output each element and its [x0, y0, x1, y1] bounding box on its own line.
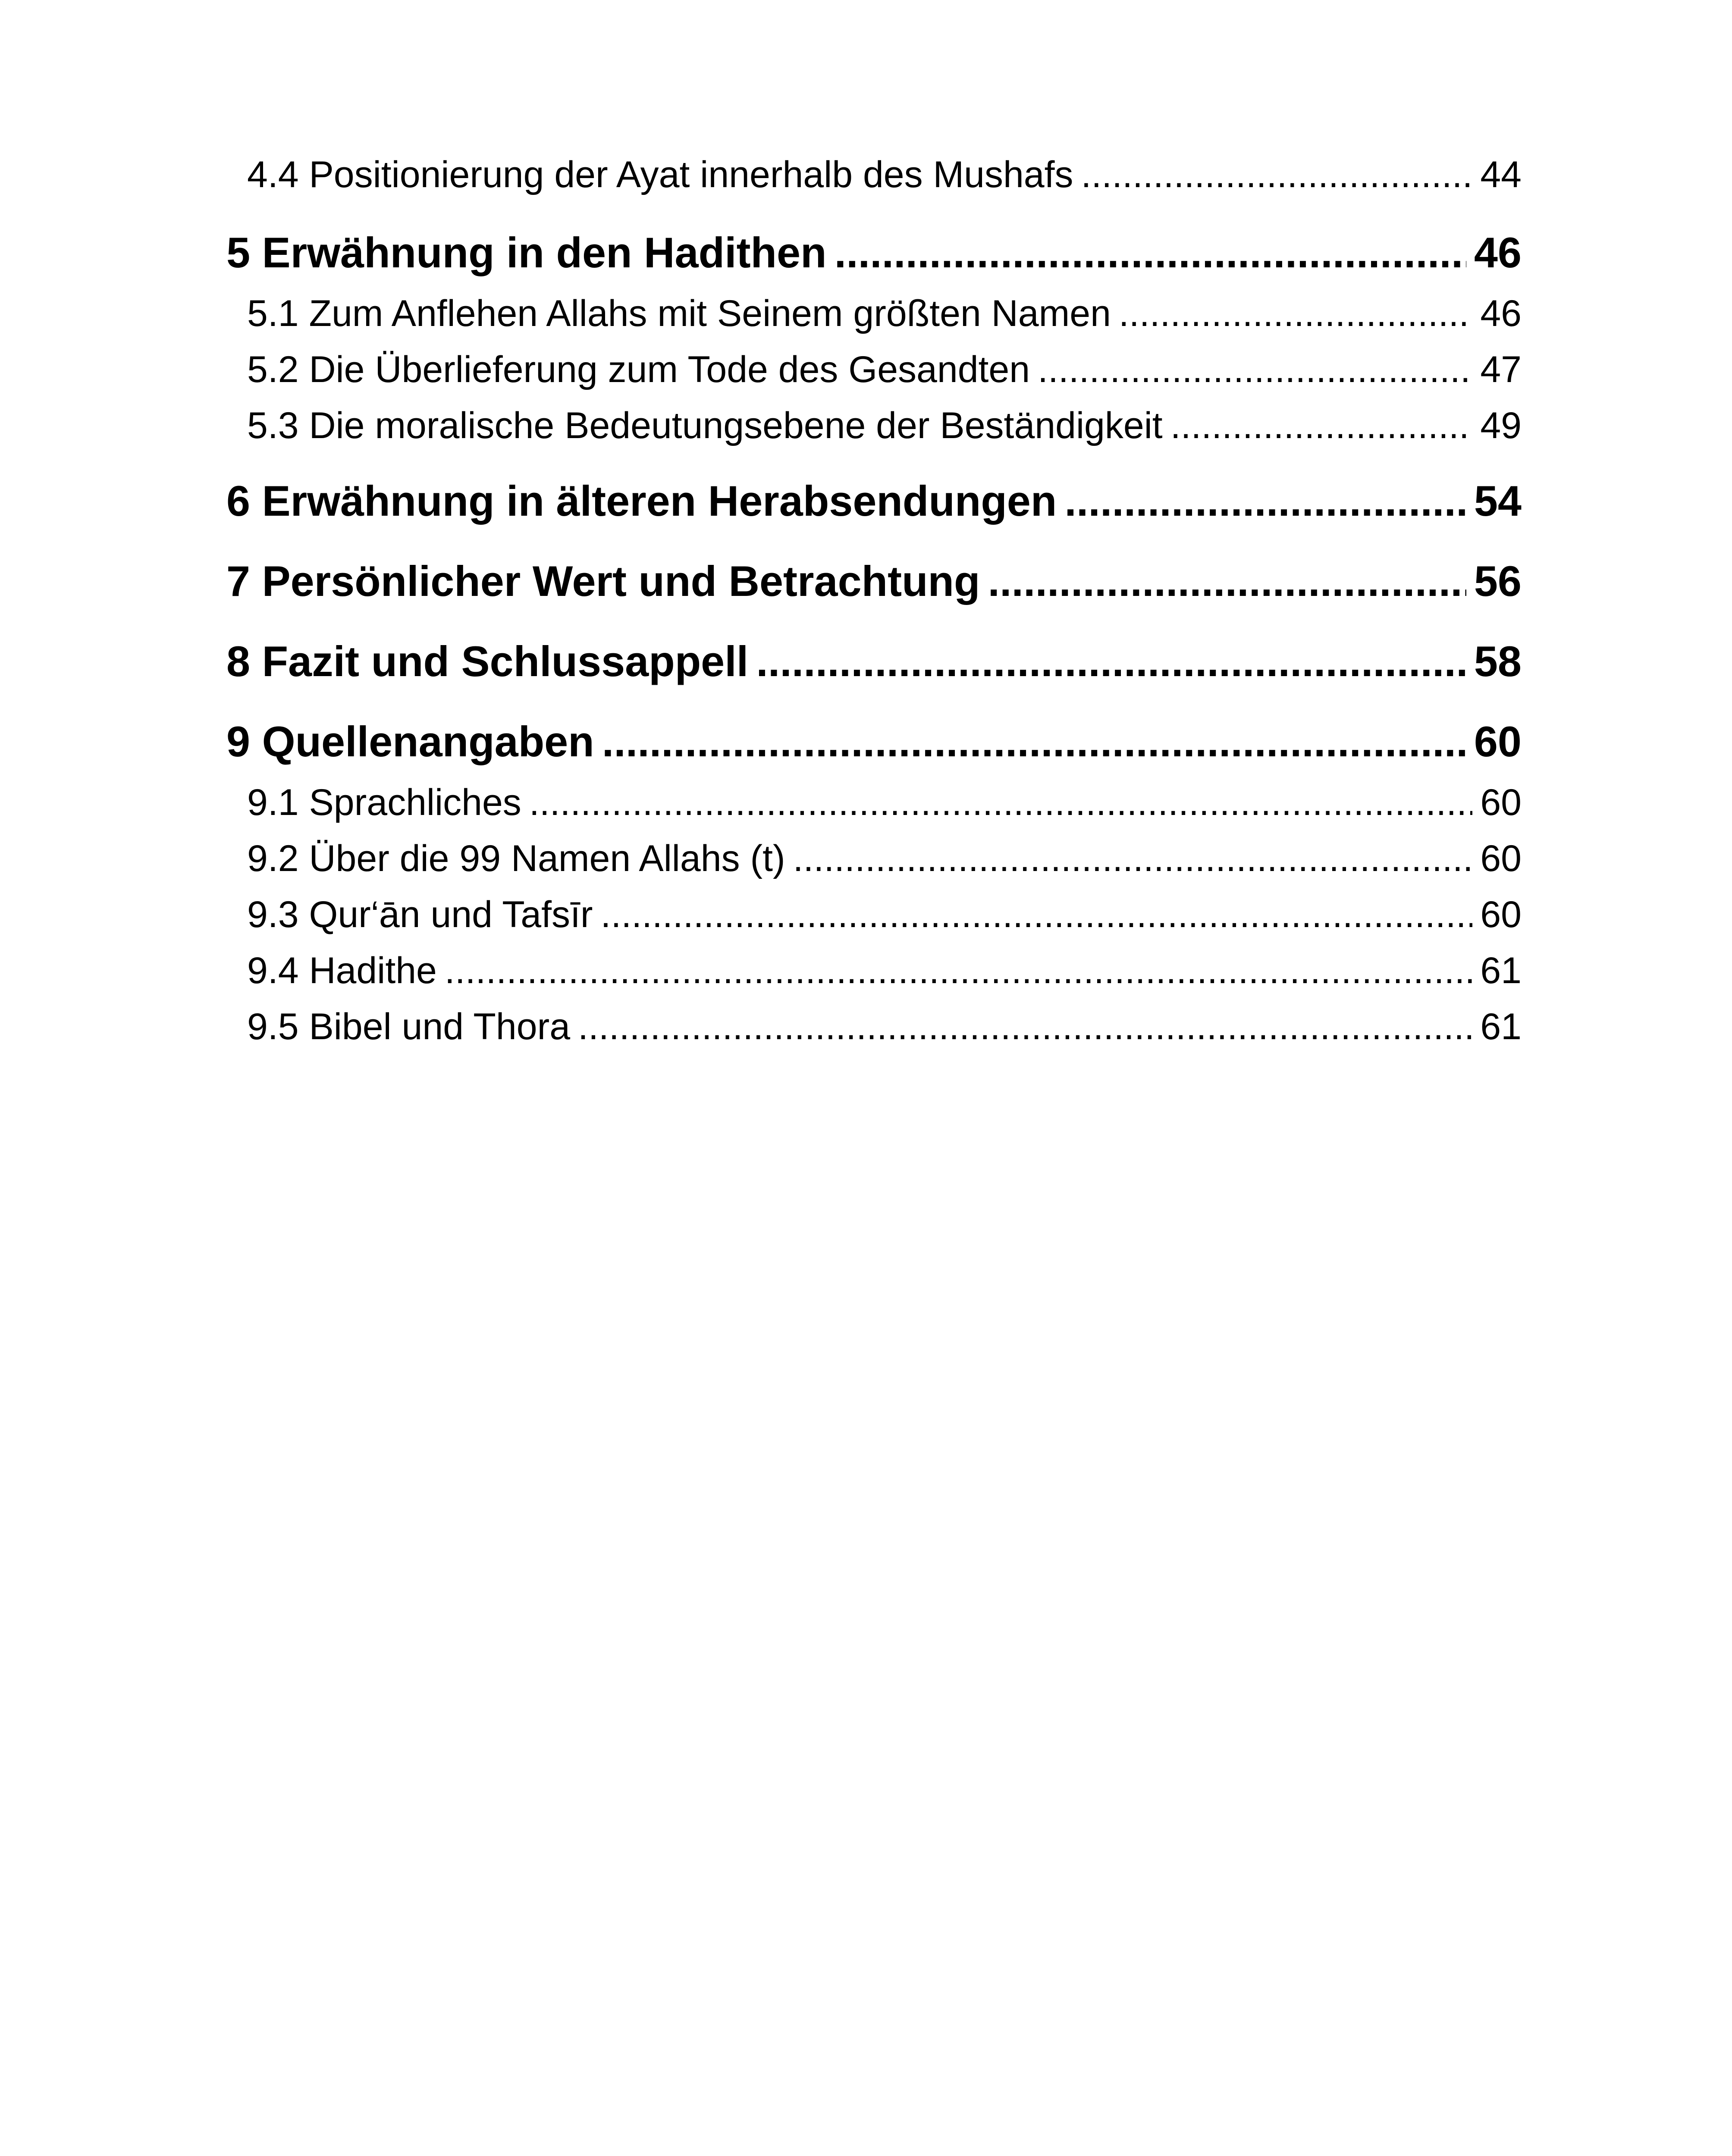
toc-entry-label: 9.4 Hadithe	[247, 950, 437, 991]
toc-leader-dots	[793, 830, 1473, 887]
toc-leader-dots	[1170, 398, 1473, 454]
toc-leader-dots	[1081, 147, 1473, 203]
toc-leader-dots	[1064, 468, 1466, 534]
toc-entry-label: 5.1 Zum Anflehen Allahs mit Seinem größten Namen	[247, 293, 1111, 334]
toc-entry-label: 9.5 Bibel und Thora	[247, 1006, 571, 1047]
toc-entry-label: 5 Erwähnung in den Hadithen	[226, 229, 827, 276]
toc-leader-dots	[835, 220, 1466, 285]
toc-leader-dots	[1119, 285, 1472, 342]
toc-entry-page: 58	[1474, 637, 1522, 685]
toc-entry-page: 56	[1474, 557, 1522, 605]
toc-entry-9-1[interactable]	[226, 774, 1522, 830]
toc-entry-label: 4.4 Positionierung der Ayat innerhalb des Mushafs	[247, 154, 1073, 195]
toc-entry-page: 44	[1480, 154, 1522, 195]
toc-entry-page: 46	[1474, 229, 1522, 276]
toc-entry-4-4[interactable]	[226, 147, 1522, 203]
toc-entry-8[interactable]	[226, 629, 1522, 694]
toc-leader-dots	[602, 709, 1466, 774]
toc-entry-page: 60	[1480, 894, 1522, 935]
toc-entry-page: 61	[1480, 950, 1522, 991]
toc-entry-9[interactable]	[226, 709, 1522, 774]
toc-entry-5-3[interactable]	[226, 398, 1522, 454]
toc-entry-page: 54	[1474, 477, 1522, 525]
toc-entry-label: 5.3 Die moralische Bedeutungsebene der Beständigkeit	[247, 405, 1163, 446]
toc-entry-9-2[interactable]	[226, 830, 1522, 887]
toc-entry-label: 7 Persönlicher Wert und Betrachtung	[226, 557, 980, 605]
toc-entry-page: 47	[1480, 349, 1522, 390]
toc-entry-7[interactable]	[226, 548, 1522, 614]
toc-entry-label: 9.1 Sprachliches	[247, 782, 521, 823]
toc-leader-dots	[1038, 342, 1472, 398]
toc-entry-5[interactable]	[226, 220, 1522, 285]
toc-entry-page: 60	[1480, 838, 1522, 879]
toc-entry-page: 60	[1474, 718, 1522, 765]
toc-entry-page: 49	[1480, 405, 1522, 446]
table-of-contents	[226, 147, 1522, 1055]
toc-entry-page: 61	[1480, 1006, 1522, 1047]
toc-entry-9-4[interactable]	[226, 943, 1522, 999]
toc-entry-label: 5.2 Die Überlieferung zum Tode des Gesandten	[247, 349, 1030, 390]
toc-leader-dots	[756, 629, 1466, 694]
toc-entry-label: 8 Fazit und Schlussappell	[226, 637, 749, 685]
toc-entry-label: 6 Erwähnung in älteren Herabsendungen	[226, 477, 1057, 525]
toc-leader-dots	[445, 943, 1472, 999]
toc-entry-label: 9.2 Über die 99 Namen Allahs (t)	[247, 838, 785, 879]
toc-leader-dots	[601, 887, 1473, 943]
toc-entry-5-1[interactable]	[226, 285, 1522, 342]
toc-entry-9-3[interactable]	[226, 887, 1522, 943]
toc-leader-dots	[578, 999, 1472, 1055]
toc-leader-dots	[529, 774, 1473, 830]
toc-entry-6[interactable]	[226, 468, 1522, 534]
toc-entry-9-5[interactable]	[226, 999, 1522, 1055]
toc-entry-page: 46	[1480, 293, 1522, 334]
toc-entry-label: 9.3 Qur‘ān und Tafsīr	[247, 894, 593, 935]
toc-entry-label: 9 Quellenangaben	[226, 718, 594, 765]
toc-leader-dots	[988, 548, 1466, 614]
toc-entry-5-2[interactable]	[226, 342, 1522, 398]
toc-entry-page: 60	[1480, 782, 1522, 823]
